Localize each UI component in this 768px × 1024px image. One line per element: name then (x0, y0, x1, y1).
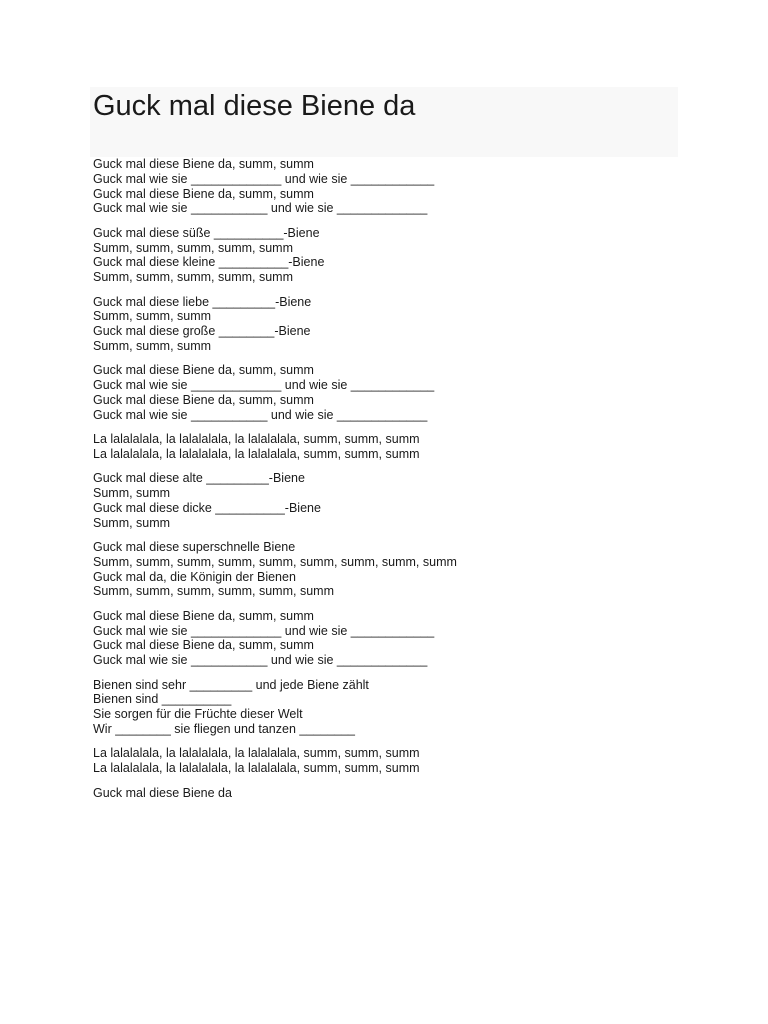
lyric-line: La lalalalala, la lalalalala, la lalalalala, summ, summ, summ (93, 746, 420, 761)
lyric-line: Guck mal wie sie ___________ und wie sie _____________ (93, 407, 428, 422)
stanza (93, 471, 693, 530)
lyric-line: Guck mal diese große ________-Biene (93, 324, 311, 339)
lyric-line: La lalalalala, la lalalalala, la lalalalala, summ, summ, summ (93, 432, 420, 447)
lyric-line: Wir ________ sie fliegen und tanzen ________ (93, 722, 356, 737)
lyric-line: La lalalalala, la lalalalala, la lalalalala, summ, summ, summ (93, 761, 420, 776)
stanza (93, 540, 693, 599)
lyric-line: Summ, summ, summ (93, 338, 212, 353)
lyric-line: Summ, summ, summ, summ, summ (93, 270, 294, 285)
lyric-line: Summ, summ, summ (93, 309, 212, 324)
lyric-line: Summ, summ, summ, summ, summ, summ (93, 584, 334, 599)
stanza (93, 746, 693, 776)
lyric-line: Summ, summ, summ, summ, summ, summ, summ, summ, summ (93, 554, 457, 569)
lyric-line: Guck mal wie sie _____________ und wie sie ____________ (93, 171, 435, 186)
lyric-line: Summ, summ (93, 486, 171, 501)
page-title: Guck mal diese Biene da (93, 90, 416, 122)
lyric-line: Guck mal diese Biene da, summ, summ (93, 608, 314, 623)
stanza (93, 363, 693, 422)
stanza (93, 678, 693, 737)
lyrics-body (93, 157, 693, 810)
lyric-line: Summ, summ (93, 515, 171, 530)
lyric-line: Guck mal diese kleine __________-Biene (93, 255, 325, 270)
lyric-line: Guck mal wie sie _____________ und wie sie ____________ (93, 623, 435, 638)
lyric-line: Guck mal diese dicke __________-Biene (93, 500, 321, 515)
lyric-line: Guck mal wie sie ___________ und wie sie _____________ (93, 201, 428, 216)
lyric-line: Sie sorgen für die Früchte dieser Welt (93, 707, 303, 722)
stanza (93, 226, 693, 285)
lyric-line: Guck mal diese Biene da, summ, summ (93, 392, 314, 407)
lyric-line: Guck mal diese Biene da (93, 785, 232, 800)
lyric-line: Bienen sind __________ (93, 692, 232, 707)
lyric-line: Guck mal da, die Königin der Bienen (93, 569, 296, 584)
stanza (93, 295, 693, 354)
lyric-line: Guck mal diese superschnelle Biene (93, 540, 296, 555)
lyric-line: Guck mal diese liebe _________-Biene (93, 294, 312, 309)
stanza (93, 157, 693, 216)
lyric-line: Summ, summ, summ, summ, summ (93, 240, 294, 255)
lyric-line: La lalalalala, la lalalalala, la lalalalala, summ, summ, summ (93, 446, 420, 461)
lyric-line: Guck mal diese Biene da, summ, summ (93, 363, 314, 378)
lyric-line: Bienen sind sehr _________ und jede Biene zählt (93, 677, 369, 692)
lyric-line: Guck mal diese Biene da, summ, summ (93, 186, 314, 201)
stanza (93, 432, 693, 462)
lyric-line: Guck mal diese alte _________-Biene (93, 471, 305, 486)
stanza (93, 609, 693, 668)
lyric-line: Guck mal wie sie _____________ und wie sie ____________ (93, 378, 435, 393)
stanza (93, 786, 693, 801)
lyric-line: Guck mal wie sie ___________ und wie sie _____________ (93, 653, 428, 668)
title-banner (90, 87, 678, 157)
lyric-line: Guck mal diese süße __________-Biene (93, 225, 320, 240)
lyric-line: Guck mal diese Biene da, summ, summ (93, 157, 314, 171)
lyric-line: Guck mal diese Biene da, summ, summ (93, 638, 314, 653)
